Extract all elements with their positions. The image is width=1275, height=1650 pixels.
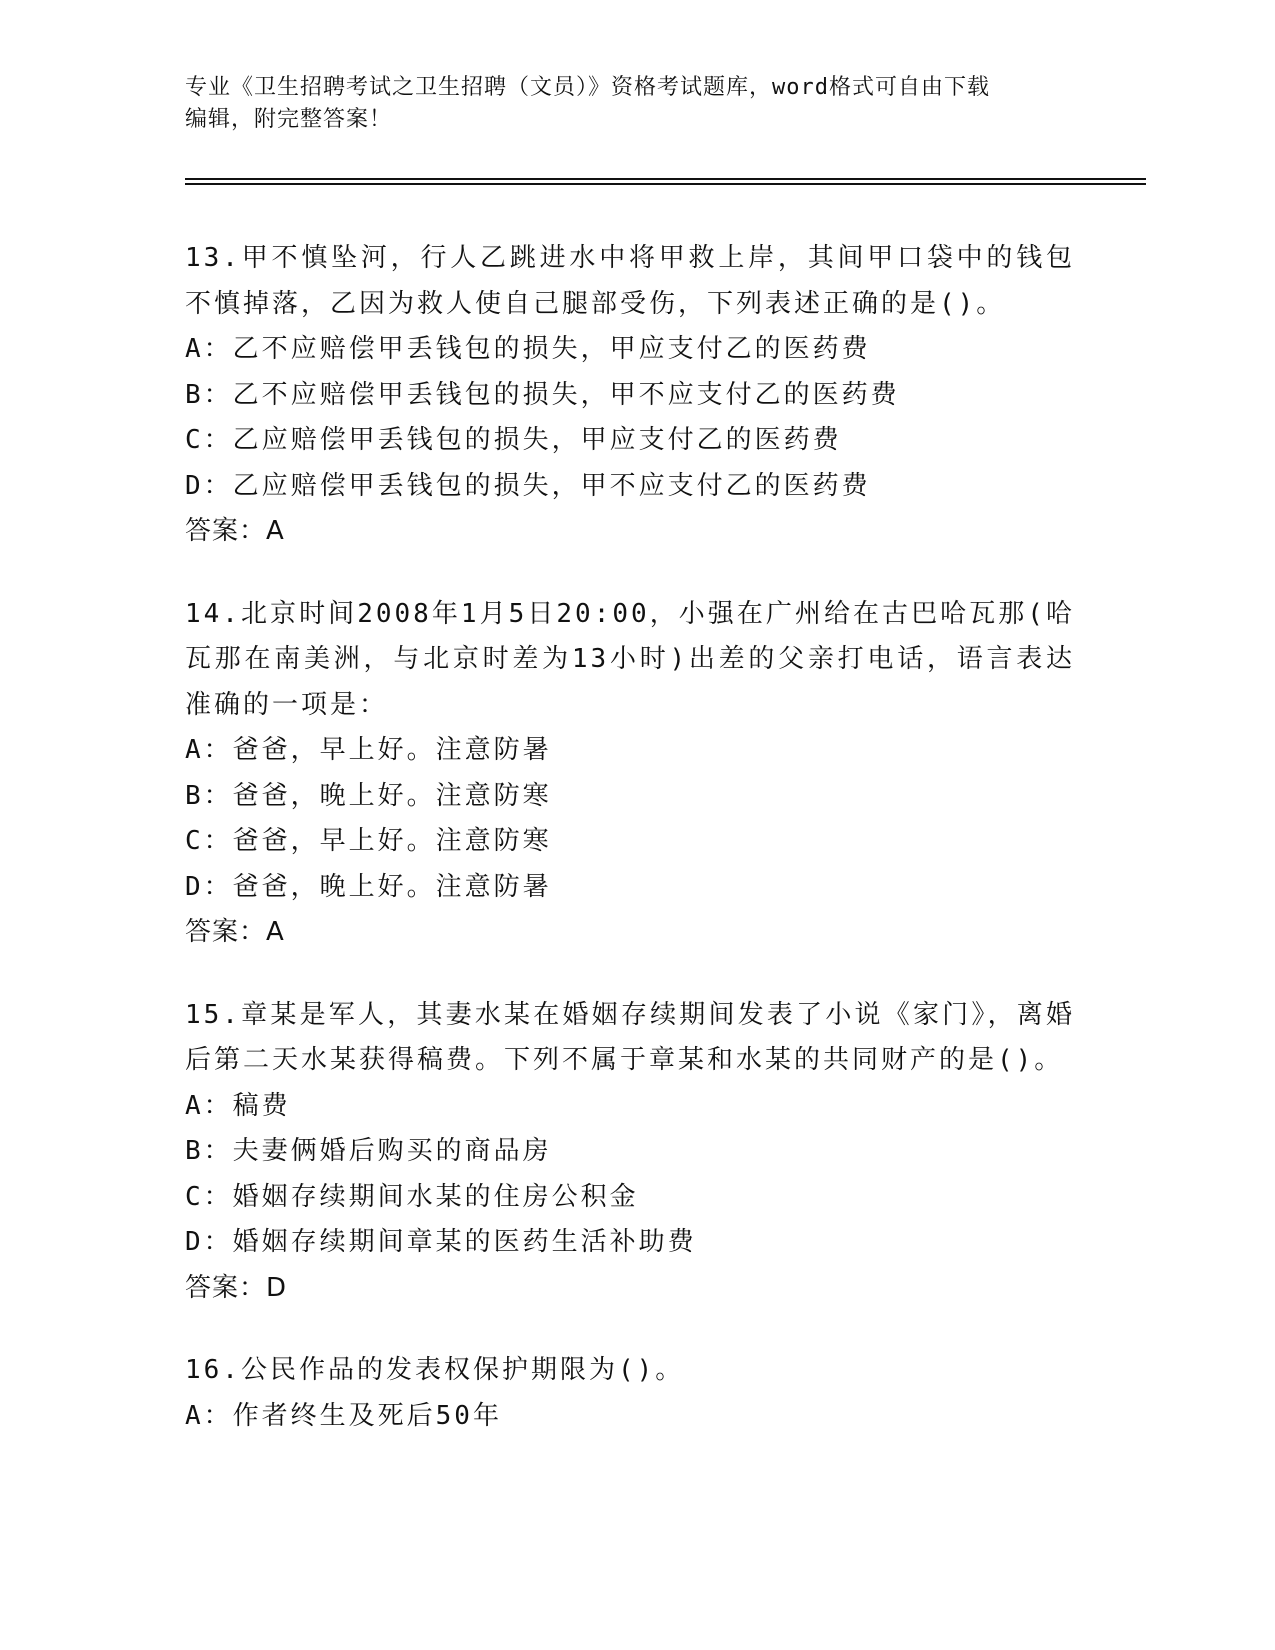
answer-label: 答案：A	[185, 516, 285, 546]
question-stem: 16.公民作品的发表权保护期限为()。	[185, 1355, 685, 1385]
question-13	[185, 236, 1075, 555]
option-c: C：婚姻存续期间水某的住房公积金	[185, 1181, 639, 1212]
option-b: B：夫妻俩婚后购买的商品房	[185, 1136, 552, 1166]
option-a: A：稿费	[185, 1090, 291, 1121]
option-c: C：爸爸，早上好。注意防寒	[185, 826, 552, 856]
option-c: C：乙应赔偿甲丢钱包的损失，甲应支付乙的医药费	[185, 425, 842, 455]
question-stem: 14.北京时间2008年1月5日20:00，小强在广州给在古巴哈瓦那(哈瓦那在南美洲，与北京时差为13小时)出差的父亲打电话，语言表达准确的一项是：	[185, 598, 1075, 720]
question-list	[185, 236, 1075, 1476]
question-stem: 15.章某是军人，其妻水某在婚姻存续期间发表了小说《家门》，离婚后第二天水某获得稿费。下列不属于章某和水某的共同财产的是()。	[185, 999, 1075, 1075]
header-line-2: 编辑，附完整答案！	[185, 107, 393, 132]
option-d: D：爸爸，晚上好。注意防暑	[185, 871, 552, 902]
option-b: B：乙不应赔偿甲丢钱包的损失，甲不应支付乙的医药费	[185, 379, 900, 410]
question-16	[185, 1348, 1075, 1439]
answer-label: 答案：D	[185, 1272, 288, 1303]
header-rule-top	[185, 178, 1146, 180]
document-header	[185, 72, 1085, 136]
option-d: D：婚姻存续期间章某的医药生活补助费	[185, 1227, 697, 1257]
question-15	[185, 993, 1075, 1312]
header-rule-bottom	[185, 183, 1146, 185]
header-line-1: 专业《卫生招聘考试之卫生招聘（文员）》资格考试题库，word格式可自由下载	[185, 75, 990, 100]
question-stem: 13.甲不慎坠河，行人乙跳进水中将甲救上岸，其间甲口袋中的钱包不慎掉落，乙因为救人使自己腿部受伤，下列表述正确的是()。	[185, 243, 1075, 319]
option-d: D：乙应赔偿甲丢钱包的损失，甲不应支付乙的医药费	[185, 470, 871, 501]
option-a: A：乙不应赔偿甲丢钱包的损失，甲应支付乙的医药费	[185, 334, 871, 364]
option-a: A：爸爸，早上好。注意防暑	[185, 735, 552, 765]
question-14	[185, 592, 1075, 956]
answer-label: 答案：A	[185, 917, 285, 947]
option-a: A：作者终生及死后50年	[185, 1400, 502, 1431]
option-b: B：爸爸，晚上好。注意防寒	[185, 780, 552, 811]
